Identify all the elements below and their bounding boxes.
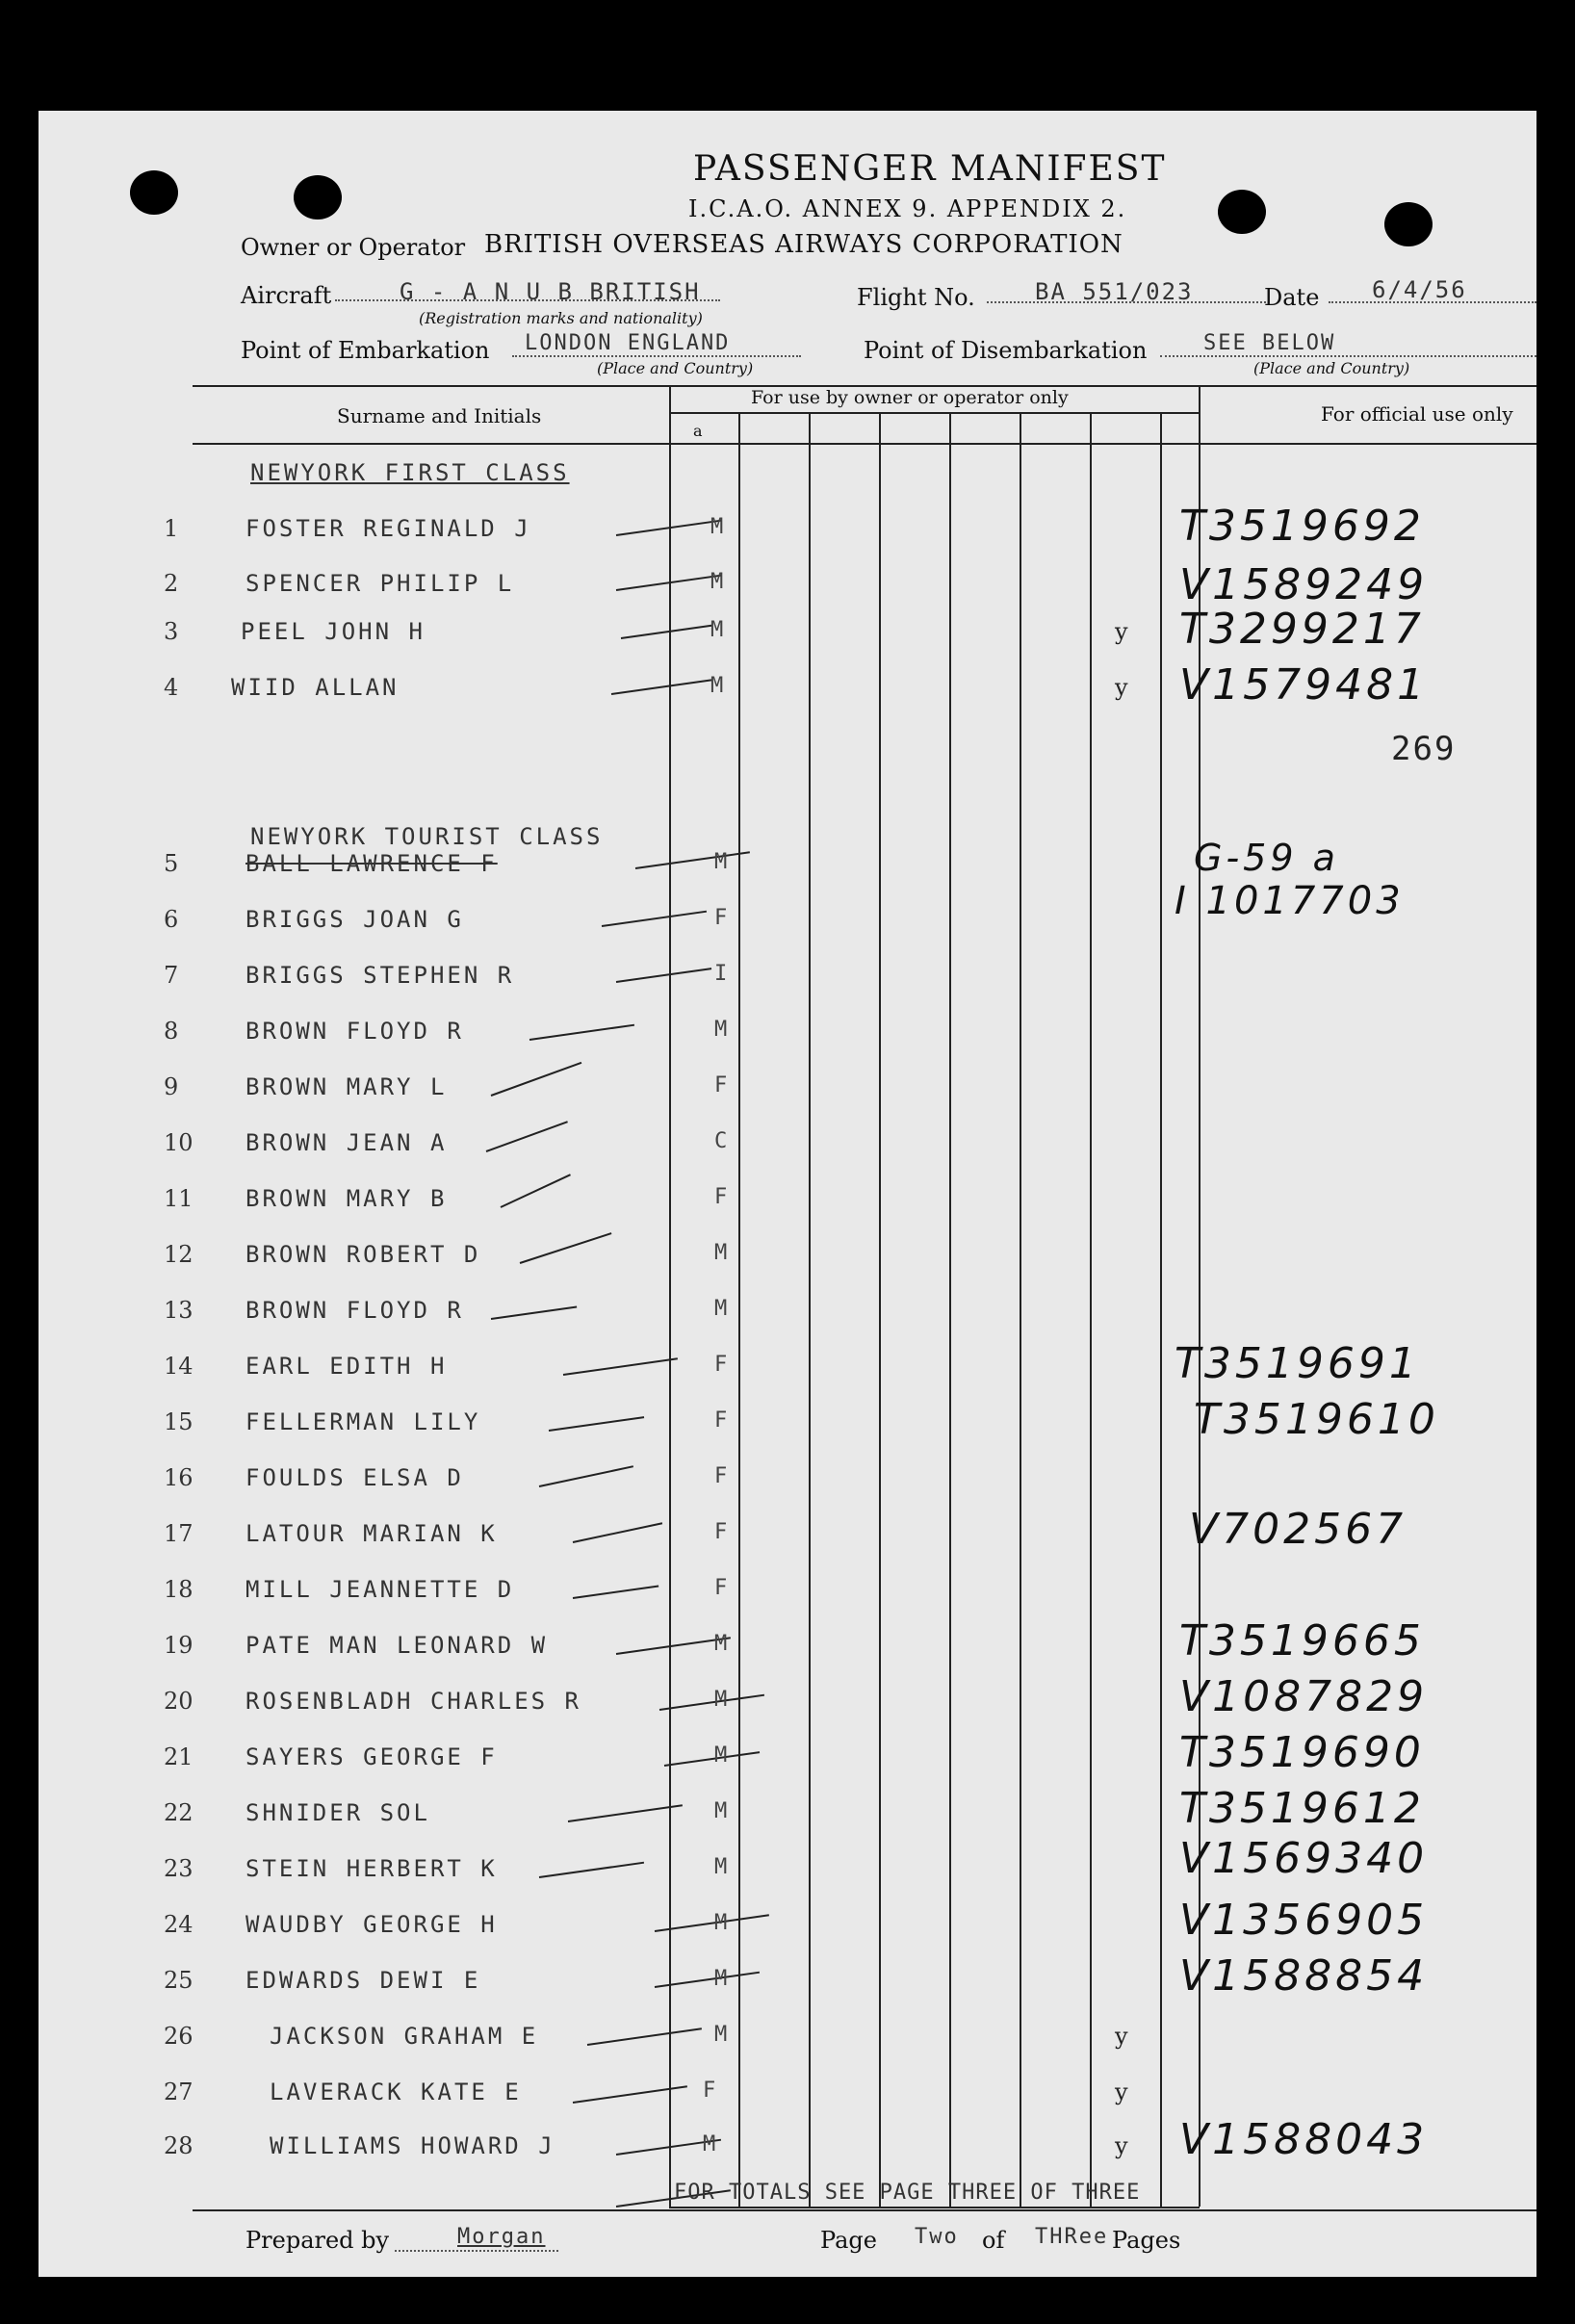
passenger-sex: M — [714, 1799, 728, 1823]
tick-mark — [549, 1416, 644, 1432]
passenger-name: SAYERS GEORGE F — [245, 1743, 498, 1770]
row-number: 26 — [164, 2023, 194, 2050]
page-subtitle: I.C.A.O. ANNEX 9. APPENDIX 2. — [688, 195, 1127, 222]
embark-note: (Place and Country) — [597, 359, 754, 377]
passenger-name: EARL EDITH H — [245, 1353, 448, 1380]
passenger-name: BRIGGS STEPHEN R — [245, 962, 515, 989]
col-header-a: a — [693, 422, 703, 440]
row-number: 20 — [164, 1688, 194, 1715]
passenger-name: EDWARDS DEWI E — [245, 1967, 481, 1994]
tick-mark — [587, 2027, 702, 2046]
row-number: 27 — [164, 2079, 194, 2105]
disembark-value: SEE BELOW — [1203, 331, 1336, 355]
passenger-name: MILL JEANNETTE D — [245, 1576, 515, 1603]
passenger-sex: M — [714, 1855, 728, 1879]
tick-mark — [501, 1174, 571, 1208]
row-number: 15 — [164, 1408, 194, 1435]
tick-mark — [539, 1465, 633, 1487]
embark-label: Point of Embarkation — [241, 337, 490, 364]
official-number: T3519690 — [1179, 1728, 1425, 1777]
passenger-flag: y — [1115, 2132, 1128, 2159]
aircraft-label: Aircraft — [241, 282, 332, 309]
official-number: T3519692 — [1179, 502, 1425, 551]
passenger-sex: M — [714, 2023, 728, 2047]
row-number: 2 — [164, 570, 179, 597]
passenger-name: BRIGGS JOAN G — [245, 906, 464, 933]
embark-dotted-line — [512, 355, 801, 357]
page-title: PASSENGER MANIFEST — [693, 149, 1167, 189]
tick-mark — [621, 625, 711, 639]
col-header-official: For official use only — [1321, 402, 1513, 426]
row-number: 24 — [164, 1911, 194, 1938]
of-value: THRee — [1035, 2225, 1109, 2249]
official-number: T3519665 — [1179, 1616, 1425, 1666]
punch-hole — [1384, 202, 1433, 246]
passenger-name: FELLERMAN LILY — [245, 1408, 481, 1435]
table-row — [39, 1339, 1536, 1391]
table-row — [39, 1464, 1536, 1503]
row-number: 23 — [164, 1855, 194, 1882]
passenger-sex: F — [714, 1408, 728, 1433]
passenger-flag: y — [1115, 674, 1128, 701]
col-header-owner-use: For use by owner or operator only — [751, 387, 1069, 408]
passenger-flag: y — [1115, 2023, 1128, 2050]
tick-mark — [573, 1522, 662, 1543]
tick-mark — [573, 2085, 687, 2104]
disembark-note: (Place and Country) — [1253, 359, 1410, 377]
passenger-name: BROWN MARY L — [245, 1073, 448, 1100]
table-row — [39, 1073, 1536, 1112]
passenger-sex: F — [714, 1073, 728, 1097]
table-row — [39, 1576, 1536, 1614]
tick-mark — [616, 968, 711, 983]
flight-value: BA 551/023 — [1035, 278, 1194, 305]
tick-mark — [573, 1585, 658, 1599]
table-row — [39, 1505, 1536, 1559]
row-number: 6 — [164, 906, 179, 933]
official-number: G-59 a — [1194, 837, 1339, 879]
prepared-value: Morgan — [457, 2225, 546, 2249]
passenger-sex: M — [714, 1297, 728, 1321]
aircraft-value: G - A N U B BRITISH — [400, 278, 701, 305]
tick-mark — [655, 1972, 760, 1988]
row-number: 3 — [164, 618, 179, 645]
punch-hole — [294, 175, 342, 219]
tick-mark — [664, 1751, 760, 1767]
table-row — [39, 1784, 1536, 1838]
row-number: 22 — [164, 1799, 194, 1826]
table-row — [39, 605, 1536, 657]
passenger-sex: M — [710, 570, 724, 594]
table-row — [39, 1951, 1536, 2005]
passenger-name: STEIN HERBERT K — [245, 1855, 498, 1882]
row-number: 10 — [164, 1129, 194, 1156]
table-row — [39, 1297, 1536, 1335]
table-bottom-rule — [193, 2209, 1536, 2211]
passenger-name: LATOUR MARIAN K — [245, 1520, 498, 1547]
table-row — [39, 962, 1536, 1000]
passenger-flag: y — [1115, 618, 1128, 645]
tick-mark — [616, 575, 721, 591]
passenger-sex: M — [714, 1743, 728, 1768]
passenger-name: BROWN FLOYD R — [245, 1297, 464, 1324]
row-number: 25 — [164, 1967, 194, 1994]
table-row — [39, 660, 1536, 712]
of-label: of — [982, 2227, 1005, 2254]
official-number: T3519610 — [1194, 1395, 1439, 1444]
official-number: T3519691 — [1175, 1339, 1420, 1388]
row-number: 17 — [164, 1520, 194, 1547]
passenger-name: WILLIAMS HOWARD J — [270, 2132, 555, 2159]
passenger-sex: F — [714, 1520, 728, 1544]
punch-hole — [130, 170, 178, 215]
table-row — [39, 2079, 1536, 2117]
row-number: 19 — [164, 1632, 194, 1659]
table-row — [39, 1896, 1536, 1950]
row-number: 12 — [164, 1241, 194, 1268]
official-number: V1087829 — [1179, 1672, 1429, 1721]
aircraft-note: (Registration marks and nationality) — [419, 309, 703, 327]
table-row — [39, 1834, 1536, 1894]
tick-mark — [635, 851, 750, 869]
row-number: 21 — [164, 1743, 194, 1770]
passenger-sex: F — [714, 1576, 728, 1600]
tick-mark — [539, 1862, 644, 1878]
official-number: V1588854 — [1179, 1951, 1429, 2001]
table-row — [39, 2023, 1536, 2061]
passenger-sex: M — [714, 1632, 728, 1656]
official-number: V1569340 — [1179, 1834, 1429, 1883]
row-number: 9 — [164, 1073, 179, 1100]
row-number: 8 — [164, 1018, 179, 1045]
passenger-name: LAVERACK KATE E — [270, 2079, 522, 2105]
table-row — [39, 879, 1536, 944]
page-number-note: 269 — [1391, 730, 1457, 768]
table-row — [39, 1129, 1536, 1168]
tick-mark — [491, 1062, 582, 1097]
passenger-sex: F — [703, 2079, 716, 2103]
official-number: T3519612 — [1179, 1784, 1425, 1833]
page-label: Page — [820, 2227, 877, 2254]
official-number: V1589249 — [1179, 560, 1429, 609]
table-row — [39, 502, 1536, 554]
official-number: V1588043 — [1179, 2115, 1429, 2164]
passenger-sex: M — [714, 850, 728, 874]
table-row — [39, 560, 1536, 609]
tick-mark — [659, 1694, 764, 1711]
row-number: 11 — [164, 1185, 194, 1212]
passenger-sex: I — [714, 962, 728, 986]
embark-value: LONDON ENGLAND — [525, 331, 731, 355]
tick-mark — [568, 1804, 683, 1822]
passenger-name: WIID ALLAN — [231, 674, 400, 701]
totals-rule — [669, 2207, 1200, 2208]
page-value: Two — [915, 2225, 959, 2249]
prepared-dotted-line — [395, 2250, 558, 2252]
owner-label: Owner or Operator — [241, 234, 466, 261]
official-number: V1356905 — [1179, 1896, 1429, 1945]
date-value: 6/4/56 — [1372, 276, 1467, 303]
tick-mark — [520, 1232, 612, 1264]
official-number: V702567 — [1189, 1505, 1407, 1554]
tick-mark — [529, 1024, 634, 1041]
pages-label: Pages — [1112, 2227, 1181, 2254]
passenger-sex: M — [714, 1688, 728, 1712]
passenger-sex: M — [714, 1967, 728, 1991]
table-row — [39, 1728, 1536, 1782]
section-first-class: NEWYORK FIRST CLASS — [250, 459, 570, 486]
row-number: 28 — [164, 2132, 194, 2159]
tick-mark — [616, 520, 721, 536]
passenger-name: PEEL JOHN H — [241, 618, 426, 645]
tick-mark — [491, 1305, 577, 1320]
totals-note: FOR TOTALS SEE PAGE THREE OF THREE — [674, 2181, 1141, 2205]
owner-value: BRITISH OVERSEAS AIRWAYS CORPORATION — [484, 230, 1123, 259]
passenger-flag: y — [1115, 2079, 1128, 2105]
tick-mark — [563, 1357, 678, 1376]
official-number: I 1017703 — [1175, 879, 1405, 923]
passenger-sex: M — [710, 618, 724, 642]
prepared-label: Prepared by — [245, 2227, 390, 2254]
tick-mark — [486, 1121, 568, 1152]
row-number: 14 — [164, 1353, 194, 1380]
row-number: 16 — [164, 1464, 194, 1491]
table-row — [39, 1395, 1536, 1447]
passenger-name: WAUDBY GEORGE H — [245, 1911, 498, 1938]
passenger-sex: F — [714, 1353, 728, 1377]
official-number: V1579481 — [1179, 660, 1429, 710]
passenger-name: SPENCER PHILIP L — [245, 570, 515, 597]
passenger-sex: M — [710, 674, 724, 698]
passenger-sex: M — [703, 2132, 716, 2156]
passenger-sex: C — [714, 1129, 728, 1153]
table-row — [39, 1672, 1536, 1726]
passenger-name: BALL LAWRENCE F — [245, 850, 498, 877]
disembark-dotted-line — [1160, 355, 1536, 357]
passenger-name: BROWN JEAN A — [245, 1129, 448, 1156]
row-number: 13 — [164, 1297, 194, 1324]
table-row — [39, 1185, 1536, 1224]
passenger-name: ROSENBLADH CHARLES R — [245, 1688, 581, 1715]
official-number: T3299217 — [1179, 605, 1425, 654]
passenger-name: FOSTER REGINALD J — [245, 515, 531, 542]
passenger-name: PATE MAN LEONARD W — [245, 1632, 549, 1659]
tick-mark — [602, 911, 707, 927]
table-row — [39, 2115, 1536, 2171]
passenger-name: FOULDS ELSA D — [245, 1464, 464, 1491]
passenger-sex: M — [714, 1241, 728, 1265]
row-number: 1 — [164, 515, 179, 542]
date-label: Date — [1264, 284, 1320, 311]
tick-mark — [655, 1914, 769, 1932]
row-number: 7 — [164, 962, 179, 989]
section-tourist-class: NEWYORK TOURIST CLASS — [250, 823, 604, 850]
passenger-name: BROWN FLOYD R — [245, 1018, 464, 1045]
passenger-sex: M — [714, 1911, 728, 1935]
passenger-name: BROWN ROBERT D — [245, 1241, 481, 1268]
passenger-name: BROWN MARY B — [245, 1185, 448, 1212]
table-header-rule — [193, 443, 1536, 445]
passenger-name: SHNIDER SOL — [245, 1799, 430, 1826]
disembark-label: Point of Disembarkation — [864, 337, 1148, 364]
row-number: 18 — [164, 1576, 194, 1603]
manifest-sheet — [39, 111, 1536, 2277]
row-number: 4 — [164, 674, 179, 701]
flight-label: Flight No. — [857, 284, 975, 311]
passenger-sex: F — [714, 1185, 728, 1209]
punch-hole — [1218, 190, 1266, 234]
table-row — [39, 1241, 1536, 1279]
passenger-sex: F — [714, 1464, 728, 1488]
passenger-sex: F — [714, 906, 728, 930]
table-row — [39, 1616, 1536, 1670]
tick-mark — [611, 679, 711, 695]
passenger-sex: M — [714, 1018, 728, 1042]
passenger-name: JACKSON GRAHAM E — [270, 2023, 539, 2050]
row-number: 5 — [164, 850, 179, 877]
passenger-sex: M — [710, 515, 724, 539]
col-header-surname: Surname and Initials — [337, 404, 542, 427]
owner-use-rule — [671, 412, 1200, 414]
table-row — [39, 1018, 1536, 1056]
